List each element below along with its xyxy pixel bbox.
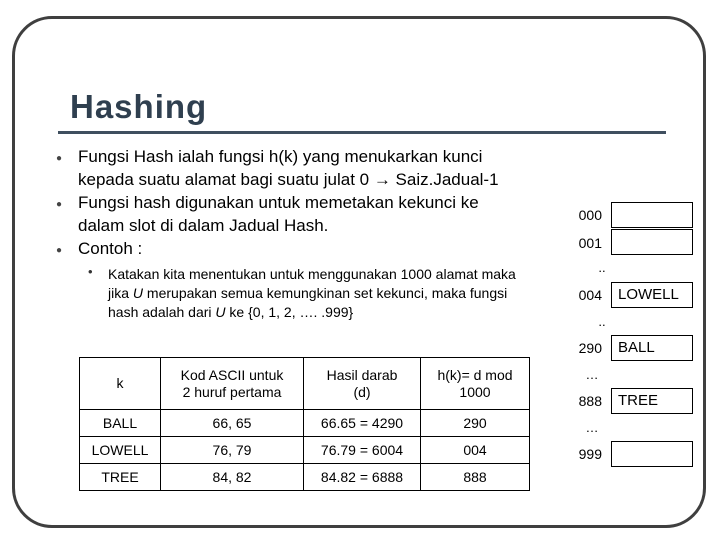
slide-title: Hashing [70,88,208,125]
bullet-text-2: Fungsi hash digunakan untuk memetakan kekunci ke dalam slot di dalam Jadual Hash. [78,193,479,235]
ellipsis: .. [598,314,606,329]
header-cell: Hasil darab (d) [304,358,421,410]
hash-computation-table [79,357,530,491]
sub-bullet-dot: • [88,264,93,279]
slot-index: 290 [578,340,602,356]
table-cell: 888 [421,464,530,491]
table-cell: 84, 82 [161,464,304,491]
slot-box [611,229,693,255]
slot-index: 000 [578,207,602,223]
slot-index: 999 [578,446,602,462]
table-row [80,464,530,491]
slot-box: LOWELL [611,282,693,308]
table-cell: 004 [421,437,530,464]
table-row [80,410,530,437]
example-text: Katakan kita menentukan untuk menggunakan 1000 alamat maka jika U merupakan semua kemungkinan set kekunci, maka fungsi hash adalah dari U ke {0, 1, 2, …. .999} [108,266,516,320]
table-cell: LOWELL [80,437,161,464]
table-cell: 290 [421,410,530,437]
bullet-dot: ● [56,199,63,210]
table-cell: 66.65 = 4290 [304,410,421,437]
table-header-row [80,358,530,410]
table-row [80,437,530,464]
bullet-text-1: Fungsi Hash ialah fungsi h(k) yang menukarkan kunci kepada suatu alamat bagi suatu julat 0 → Saiz.Jadual-1 [78,147,499,189]
table-cell: BALL [80,410,161,437]
ellipsis: … [585,367,599,382]
table-cell: 76, 79 [161,437,304,464]
ellipsis: … [585,420,599,435]
header-cell: k [80,358,161,410]
title-underline [58,131,666,134]
slot-index: 888 [578,393,602,409]
slot-box [611,202,693,228]
table-cell: 84.82 = 6888 [304,464,421,491]
header-cell: h(k)= d mod 1000 [421,358,530,410]
slot-box [611,441,693,467]
bullet-dot: ● [56,245,63,256]
table-cell: TREE [80,464,161,491]
bullet-dot: ● [56,153,63,164]
header-cell: Kod ASCII untuk 2 huruf pertama [161,358,304,410]
ellipsis: .. [598,260,606,275]
slot-index: 004 [578,287,602,303]
table-cell: 66, 65 [161,410,304,437]
table-cell: 76.79 = 6004 [304,437,421,464]
bullet-text-3: Contoh : [78,239,143,258]
slot-index: 001 [578,235,602,251]
slot-box: TREE [611,388,693,414]
slot-box: BALL [611,335,693,361]
